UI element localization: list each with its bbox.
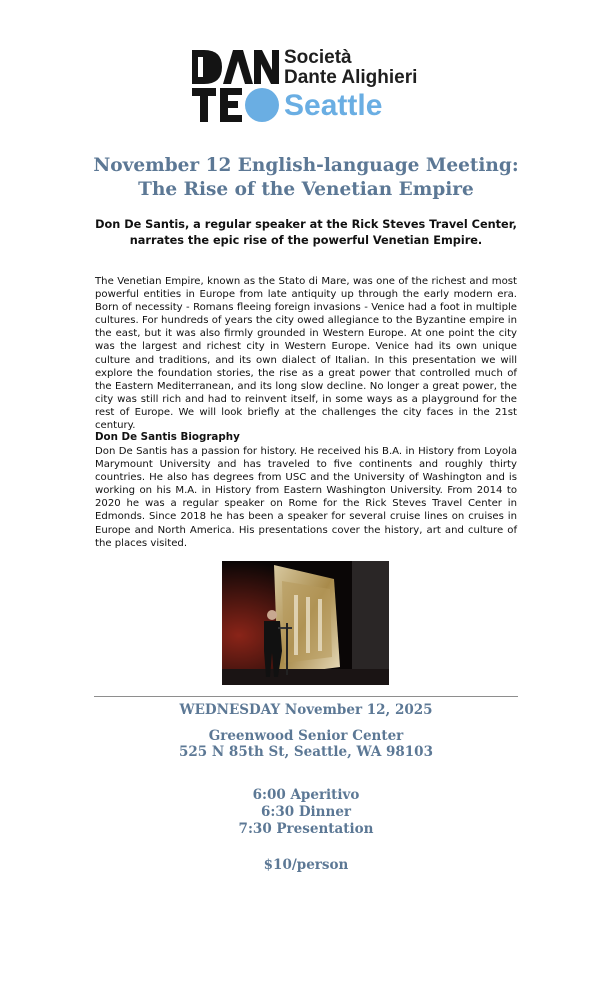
event-date: WEDNESDAY November 12, 2025 [179,702,433,718]
event-price: $10/person [263,857,349,873]
subtitle: Don De Santis, a regular speaker at the Rick Steves Travel Center, narrates the epic rise of the powerful Venetian Empire. [95,218,517,247]
schedule-item: 7:30 Presentation [238,821,374,837]
venue-name: Greenwood Senior Center [208,728,404,744]
logo-society-line-2: Dante Alighieri [284,67,418,88]
bio-heading: Don De Santis Biography [95,431,240,443]
speaker-photo-illustration [222,561,389,685]
schedule-item: 6:00 Aperitivo [252,787,360,803]
logo-society-name [284,48,417,88]
dante-logo-mark [190,48,280,124]
bio-text: Don De Santis has a passion for history. He received his B.A. in History from Loyola Marymount University and has traveled to five continents and roughly thirty countries. He also has degrees from USC and the University of Washington and is working on his M.A. in History from Eastern Washington University. From 2014 to 2020 he was a regular speaker on Rome for the Rick Steves Travel Center in Edmonds. Since 2018 he has been a speaker for several cruise lines on cruises in Europe and North America. His presentations cover the history, art and culture of the places visited. [95,446,517,549]
schedule-item: 6:30 Dinner [260,804,352,820]
logo-society-line-1: Società [284,47,352,68]
event-description: The Venetian Empire, known as the Stato di Mare, was one of the richest and most powerful entities in Europe from late antiquity up through the early modern era. Born of necessity - Romans fleeing foreign invasions - Venice had a foot in multiple cultures. For hundreds of years the city owed allegiance to the Byzantine empire in the east, but it was also firmly grounded in Western Europe. At one point the city was the largest and richest city in Western Europe. Venice had its own unique culture and traditions, and its own dialect of Italian. In this presentation we will explore the foundation stories, the rise as a great power that controlled much of the Eastern Mediterranean, and its long slow decline. No longer a great power, the city was still rich and had to reinvent itself, in some ways as a playground for the rest of Europe. We will look briefly at the challenges the city faces in the 21st century. [95,276,517,432]
speaker-photo [222,561,389,685]
page-title-line-2: The Rise of the Venetian Empire [138,179,474,200]
page-title-line-1: November 12 English-language Meeting: [93,155,519,176]
logo-city: Seattle [284,89,383,122]
venue-address: 525 N 85th St, Seattle, WA 98103 [179,744,433,760]
section-divider [94,696,518,697]
society-logo [190,48,430,128]
